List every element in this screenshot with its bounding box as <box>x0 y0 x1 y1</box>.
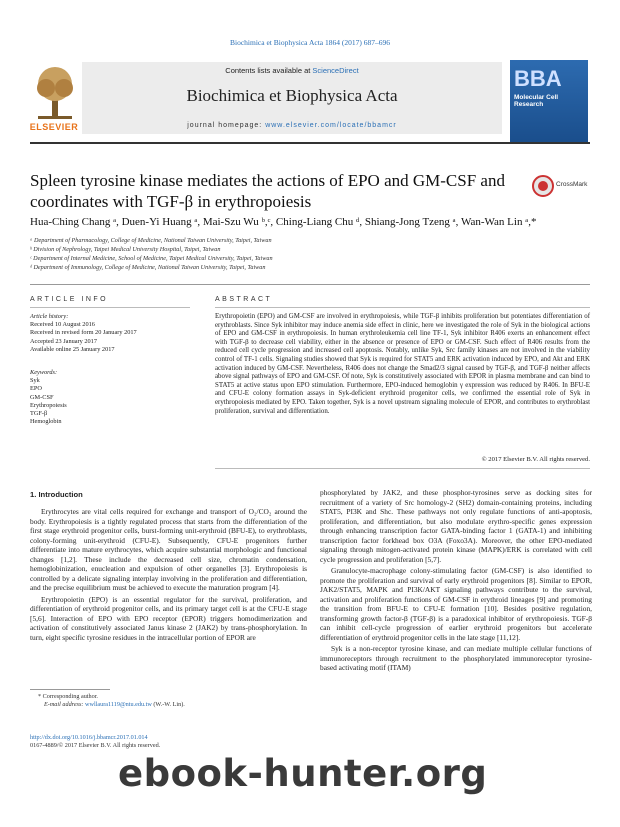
article-title: Spleen tyrosine kinase mediates the actions of EPO and GM-CSF and coordinates with TGF-β in erythropoiesis <box>30 171 505 211</box>
affiliation: ᵈ Department of Immunology, College of Medicine, National Taiwan University, Taipei, Taiwan <box>30 264 266 271</box>
watermark-banner: ebook-hunter.org <box>118 752 488 795</box>
footnote-label: Corresponding author. <box>42 693 98 700</box>
email-prefix: E-mail address: <box>44 701 86 708</box>
sciencedirect-link[interactable]: ScienceDirect <box>312 66 359 75</box>
body-column-right <box>320 488 592 675</box>
issn-line: 0167-4889/© 2017 Elsevier B.V. All rights reserved. <box>30 742 161 749</box>
crossmark-badge[interactable] <box>532 174 592 198</box>
author-list: Hua-Ching Chang ᵃ, Duen-Yi Huang ᵃ, Mai-Szu Wu ᵇ,ᶜ, Ching-Liang Chu ᵈ, Shiang-Jong Tzeng ᵃ, Wan-Wan Lin ᵃ,* <box>30 216 537 228</box>
affiliation: ᶜ Department of Internal Medicine, School of Medicine, Taipei Medical University, Taipei, Taiwan <box>30 255 273 262</box>
keyword: GM-CSF <box>30 393 54 401</box>
affiliation: ᵃ Department of Pharmacology, College of Medicine, National Taiwan University, Taipei, Taiwan <box>30 237 272 244</box>
keyword: Hemoglobin <box>30 418 62 426</box>
email-suffix: (W.-W. Lin). <box>151 701 185 708</box>
keyword: Erythropoiesis <box>30 401 67 409</box>
cover-title: BBA <box>514 66 562 91</box>
abstract-text: Erythropoietin (EPO) and GM-CSF are involved in erythropoiesis, while TGF-β inhibits proliferation but potentiates differentiation of erythroblasts. Since Syk inhibitor may induce anemia side effect in clinic, here we investigated the role of Syk in the biological actions of EPO and GM-CSF in erythropoiesis. In human erythroleukemia cell line TF-1, Syk inhibitor R406 exerts an enhancement effect with TGF-β to decrease cell viability, either in the absence or presence of EPO or GM-CSF. Such effect of R406 results from the reduced cell cycle progression and increased cell apoptosis. Notably, unlike Syk, Src family kinases are not involved in the viability control of TF-1 cells. Signaling studies showed that Syk is required for STAT5 and ERK activation induced by EPO, and Akt and ERK activation induced by GM-CSF. Nevertheless, R406 does not change the Smad2/3 signal caused by TGF-β, and TGF-β neither affects above signal pathways of EPO and GM-CSF. Of note, Syk is constitutively associated with EPOR in plasma membrane and can bind to STAT5 at active status upon EPO stimulation. Furthermore, EPO-induced hemoglobin γ expression was reduced by R406. In BFU-E and CFU-E colony formation assays in Syk-deficient erythroid progenitor cells, we confirmed the essential role of Syk in erythropoiesis mediated by EPO. Taken together, Syk is a novel upstream signaling molecule of EPOR, and contributes to erythroblast proliferation, survival and differentiation. <box>215 313 590 415</box>
section-divider <box>30 284 590 285</box>
crossmark-label: CrossMark <box>556 181 588 188</box>
history-item: Received in revised form 20 January 2017 <box>30 329 137 337</box>
history-label: Article history: <box>30 313 69 320</box>
body-paragraph: Granulocyte-macrophage colony-stimulating factor (GM-CSF) is also identified to promote the proliferation and survival of early erythroid progenitors [8]. Similar to EPOR, JAK2/STAT5, MAPK and PI3K/AKT signaling pathways contribute to the survival, activation and proliferation functions of GM-CSF in erythroid lineages [9] and promoting the transition from BFU-E to CFU-E formation [10]. Besides positive regulation, transforming growth factor-β (TGF-β) is a paradoxical inhibitor of erythropoiesis. TGF-β can inhibit cell-cycle progression of earlier erythroid progenitors but accelerate differentiation of erythroid progenitor cells in the late stage [11,12]. <box>320 566 592 642</box>
keywords-label: Keywords: <box>30 369 58 376</box>
body-paragraph: Erythropoietin (EPO) is an essential regulator for the survival, proliferation, and differentiation of erythroid progenitor cells, and its primary target cell is at the CFU-E stage [5,6]. Interaction of EPO with EPO receptor (EPOR) triggers homodimerization and activation of constitutively associated Janus kinase 2 (JAK2) by trans-phosphorylation. In turn, eight specific tyrosine residues in the intracellular portion of EPOR are <box>30 594 307 642</box>
doi-link[interactable]: http://dx.doi.org/10.1016/j.bbamcr.2017.01.014 <box>30 734 148 741</box>
abstract-heading: ABSTRACT <box>215 296 273 303</box>
contents-line <box>82 66 502 75</box>
keyword: Syk <box>30 377 40 385</box>
contents-prefix: Contents lists available at <box>225 66 313 75</box>
keyword: EPO <box>30 385 42 393</box>
body-paragraph: Erythrocytes are vital cells required for exchange and transport of O₂/CO₂ around the body. Erythropoiesis is a tightly regulated process that starts from the differentiation of the first stage erythroid progenitor cells, burst-forming unit-erythroid (BFU-E), to erythroblasts, colony-forming unit-erythroid (CFU-E). Subsequently, CFU-E progenitors further differentiate into mature erythrocytes, which acquire substantial morphologic and functional changes [1,2]. These include the decreased cell size, chromatin condensation, hemoglobinization, enucleation and expulsion of other organelles [3]. Erythropoiesis is controlled by a delicate signaling interplay involving in the proliferation and differentiation, and the precise equilibrium must be achieved to execute the maturation program [4]. <box>30 507 307 592</box>
history-item: Accepted 23 January 2017 <box>30 337 97 345</box>
body-paragraph: Syk is a non-receptor tyrosine kinase, and can mediate multiple cellular functions of immunoreceptors through recruitment to the phosphorylated immunoreceptor tyrosine-based activating motif (ITAM) <box>320 644 592 672</box>
corresponding-author-footnote <box>30 693 307 709</box>
doi-block <box>30 734 330 750</box>
publisher-logo-text: ELSEVIER <box>29 122 79 132</box>
history-item: Received 10 August 2016 <box>30 321 95 329</box>
journal-title: Biochimica et Biophysica Acta <box>186 86 398 105</box>
footnote-mark: * <box>38 693 42 700</box>
history-item: Available online 25 January 2017 <box>30 345 115 353</box>
body-paragraph: phosphorylated by JAK2, and these phosphor-tyrosines serve as docking sites for recruitment of a variety of Src homology-2 (SH2) domain-containing proteins, including STAT5, PI3K and Shc. These pathways not only regulate functions of anti-apoptosis, proliferation, and differentiation, but also modulate erythro-specific genes expression through enhancing transcription factor GATA-binding factor 1 (GATA-1) and inhibiting transcription factor forkhead box O3A (Foxo3A). Moreover, the other EPO-mediated signaling through mitogen-activated protein kinase (MAPK)/ERK is correlated with cell cycle progression and proliferation [5,7]. <box>320 488 592 564</box>
abstract-rule <box>215 307 590 308</box>
cover-subtitle: Molecular Cell Research <box>514 94 559 109</box>
author-email-link[interactable]: wwllaura1119@ntu.edu.tw <box>85 701 152 708</box>
section-heading-introduction: 1. Introduction <box>30 490 83 499</box>
body-column-left <box>30 507 307 644</box>
article-info-heading: ARTICLE INFO <box>30 296 109 303</box>
keyword: TGF-β <box>30 410 48 418</box>
abstract-end-rule <box>215 468 590 469</box>
journal-homepage <box>82 122 502 129</box>
homepage-link[interactable]: www.elsevier.com/locate/bbamcr <box>265 122 397 129</box>
header-divider <box>30 142 590 144</box>
keywords <box>30 369 190 426</box>
article-info-rule <box>30 307 190 308</box>
affiliation: ᵇ Division of Nephrology, Taipei Medical University Hospital, Taipei, Taiwan <box>30 246 221 253</box>
footnote-rule <box>30 689 110 690</box>
abstract-copyright: © 2017 Elsevier B.V. All rights reserved. <box>481 456 590 463</box>
homepage-prefix: journal homepage: <box>187 122 266 129</box>
article-history <box>30 313 190 354</box>
journal-reference[interactable]: Biochimica et Biophysica Acta 1864 (2017) 687–696 <box>230 38 390 47</box>
